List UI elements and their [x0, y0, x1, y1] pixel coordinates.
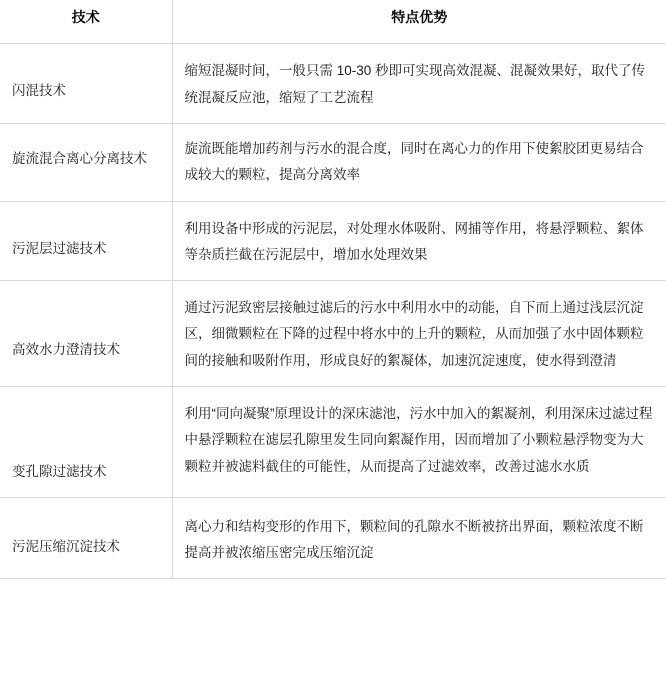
cell-features — [172, 281, 666, 387]
cell-features — [172, 201, 666, 281]
cell-features — [172, 123, 666, 201]
table-row — [0, 201, 666, 281]
table-row — [0, 387, 666, 498]
feature-line: 利用“同向凝聚”原理设计的深床滤池，污水中加入的絮凝剂，利用深床过滤过程中悬浮颗粒在滤层孔隙里发生同向絮凝作用，因而增加了小颗粒悬浮物变为大颗粒并被滤料截住的可能性，从而提高了过滤效率，改善过滤水水质 — [184, 406, 653, 474]
cell-technology: 污泥压缩沉淀技术 — [0, 497, 172, 579]
feature-line: 等杂质拦截在污泥层中，增加水处理效果 — [184, 246, 428, 262]
cell-features — [172, 387, 666, 498]
cell-technology: 变孔隙过滤技术 — [0, 387, 172, 498]
cell-technology: 污泥层过滤技术 — [0, 201, 172, 281]
cell-technology: 高效水力澄清技术 — [0, 281, 172, 387]
cell-features — [172, 44, 666, 124]
feature-line: 通过污泥致密层接触过滤后的污水中利用水中的动能，自下而上通过浅层沉淀 — [184, 300, 644, 316]
table-row — [0, 497, 666, 579]
table-body — [0, 44, 666, 579]
column-header-technology: 技术 — [0, 0, 172, 44]
feature-line: 区，细微颗粒在下降的过程中将水中的上升的颗粒，从而加强了水中固体颗粒间的接触和吸附作用，形成良好的絮凝体，加速沉淀速度，使水得到澄清 — [184, 326, 644, 368]
feature-line: 缩短混凝时间，一般只需 10-30 秒即可实现高效混凝、混凝效果好，取代了传 — [184, 63, 646, 79]
table-row — [0, 44, 666, 124]
cell-technology: 闪混技术 — [0, 44, 172, 124]
feature-line: 利用设备中形成的污泥层，对处理水体吸附、网捕等作用，将悬浮颗粒、絮体 — [184, 220, 644, 236]
feature-line: 离心力和结构变形的作用下，颗粒间的孔隙水不断被挤出界面，颗粒浓度不断 — [184, 518, 644, 534]
table-header-row — [0, 0, 666, 44]
table-row — [0, 281, 666, 387]
feature-line: 成较大的颗粒，提高分离效率 — [184, 167, 360, 183]
feature-line: 旋流既能增加药剂与污水的混合度，同时在离心力的作用下使絮胶团更易结合 — [184, 140, 644, 156]
cell-features — [172, 497, 666, 579]
cell-technology: 旋流混合离心分离技术 — [0, 123, 172, 201]
table-header — [0, 0, 666, 44]
table-row — [0, 123, 666, 201]
column-header-features: 特点优势 — [172, 0, 666, 44]
feature-line: 提高并被浓缩压密完成压缩沉淀 — [184, 545, 374, 561]
feature-line: 统混凝反应池，缩短了工艺流程 — [184, 89, 374, 105]
